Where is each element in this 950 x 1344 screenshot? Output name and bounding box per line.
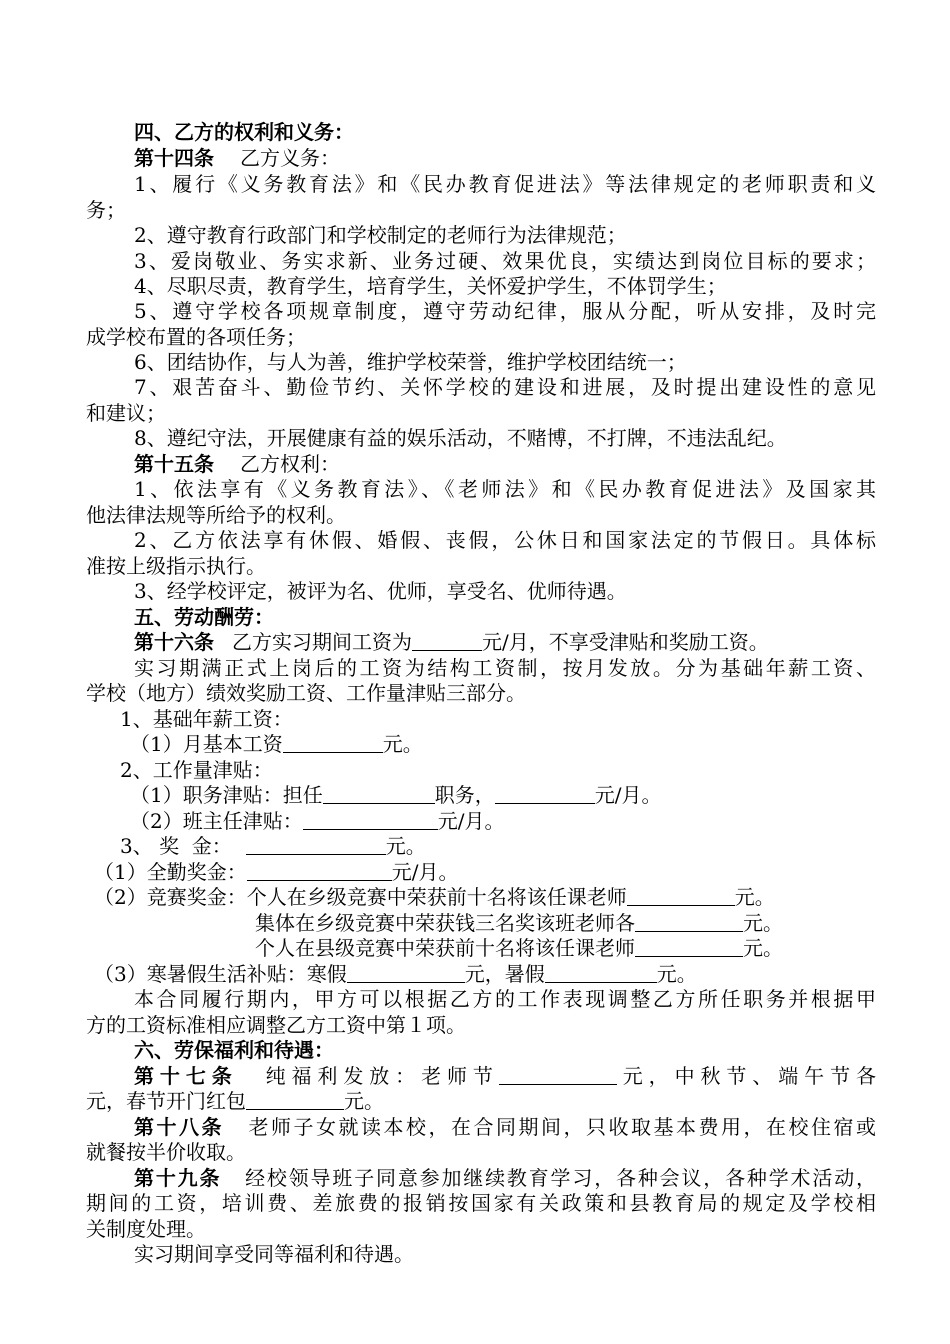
section-heading-rights-duties: 四、乙方的权利和义务： bbox=[134, 120, 354, 144]
duty-line: 成学校布置的各项任务； bbox=[86, 325, 306, 349]
bonus-heading: 3、 奖 金： 元。 bbox=[120, 834, 426, 858]
head-teacher-allowance: （2）班主任津贴： 元/月。 bbox=[130, 809, 505, 833]
position-allowance: （1）职务津贴：担任 职务， 元/月。 bbox=[130, 783, 662, 807]
attendance-bonus-blank bbox=[247, 860, 392, 881]
winter-allowance-blank bbox=[347, 962, 465, 983]
attendance-bonus: （1）全勤奖金： 元/月。 bbox=[94, 860, 459, 884]
workload-allowance-heading: 2、工作量津贴： bbox=[120, 758, 273, 782]
duty-line: 8、遵纪守法，开展健康有益的娱乐活动，不赌博，不打牌，不违法乱纪。 bbox=[134, 426, 787, 450]
duty-line: 2、遵守教育行政部门和学校制定的老师行为法律规范； bbox=[134, 223, 627, 247]
section-heading-compensation: 五、劳动酬劳： bbox=[134, 605, 274, 629]
article-17-title: 第十七条 bbox=[134, 1064, 238, 1088]
article-15: 第十五条 乙方权利： bbox=[134, 452, 340, 476]
right-line: 3、经学校评定，被评为名、优师，享受名、优师待遇。 bbox=[134, 579, 627, 603]
article-19-title: 第十九条 bbox=[134, 1166, 222, 1190]
article-14: 第十四条 乙方义务： bbox=[134, 146, 340, 170]
closing-line: 实习期间享受同等福利和待遇。 bbox=[134, 1242, 414, 1266]
article-19: 第十九条 经校领导班子同意参加继续教育学习，各种会议，各种学术活动， bbox=[134, 1166, 877, 1190]
duty-line: 5、遵守学校各项规章制度，遵守劳动纪律，服从分配，听从安排，及时完 bbox=[134, 299, 876, 323]
competition-blank-1 bbox=[627, 885, 735, 906]
spring-festival-blank bbox=[246, 1089, 344, 1110]
right-line: 2、乙方依法享有休假、婚假、丧假，公休日和国家法定的节假日。具体标 bbox=[134, 528, 876, 552]
competition-bonus-line: 个人在县级竞赛中荣获前十名将该任课老师 元。 bbox=[255, 936, 783, 960]
holiday-allowance: （3）寒暑假生活补贴：寒假 元，暑假 元。 bbox=[94, 962, 697, 986]
article-17: 第十七条 纯福利发放：老师节 元，中秋节、端午节各 bbox=[134, 1064, 877, 1088]
article-19-line3: 关制度处理。 bbox=[86, 1217, 206, 1241]
duty-line: 4、尽职尽责，教育学生，培育学生，关怀爱护学生，不体罚学生； bbox=[134, 274, 727, 298]
duty-line: 务； bbox=[86, 198, 126, 222]
position-blank bbox=[323, 783, 435, 804]
base-salary-heading: 1、基础年薪工资： bbox=[120, 707, 293, 731]
right-line: 他法律法规等所给予的权利。 bbox=[86, 503, 346, 527]
monthly-base-salary: （1）月基本工资 元。 bbox=[130, 732, 423, 756]
salary-structure-line: 学校（地方）绩效奖励工资、工作量津贴三部分。 bbox=[86, 681, 526, 705]
summer-allowance-blank bbox=[545, 962, 657, 983]
duty-line: 3、爱岗敬业、务实求新、业务过硬、效果优良，实绩达到岗位目标的要求； bbox=[134, 249, 876, 273]
section-heading-welfare: 六、劳保福利和待遇： bbox=[134, 1038, 334, 1062]
monthly-base-blank bbox=[283, 732, 383, 753]
article-17-line2: 元，春节开门红包 元。 bbox=[86, 1089, 384, 1113]
right-line: 准按上级指示执行。 bbox=[86, 554, 266, 578]
adjustment-line: 本合同履行期内，甲方可以根据乙方的工作表现调整乙方所任职务并根据甲 bbox=[134, 987, 876, 1011]
duty-line: 6、团结协作，与人为善，维护学校荣誉，维护学校团结统一； bbox=[134, 350, 687, 374]
article-18: 第十八条 老师子女就读本校，在合同期间，只收取基本费用，在校住宿或 bbox=[134, 1115, 876, 1139]
bonus-blank bbox=[246, 834, 386, 855]
right-line: 1、依法享有《义务教育法》、《老师法》和《民办教育促进法》及国家其 bbox=[134, 477, 876, 501]
article-16: 第十六条 乙方实习期间工资为 元/月，不享受津贴和奖励工资。 bbox=[134, 630, 769, 654]
article-18-title: 第十八条 bbox=[134, 1115, 224, 1139]
competition-blank-2 bbox=[635, 911, 743, 932]
article-16-title: 第十六条 bbox=[134, 630, 214, 654]
position-amount-blank bbox=[495, 783, 595, 804]
duty-line: 7、艰苦奋斗、勤俭节约、关怀学校的建设和进展，及时提出建设性的意见 bbox=[134, 375, 876, 399]
adjustment-line: 方的工资标准相应调整乙方工资中第１项。 bbox=[86, 1013, 466, 1037]
article-19-line2: 期间的工资，培训费、差旅费的报销按国家有关政策和县教育局的规定及学校相 bbox=[86, 1191, 876, 1215]
salary-structure-line: 实习期满正式上岗后的工资为结构工资制，按月发放。分为基础年薪工资、 bbox=[134, 656, 876, 680]
article-14-title: 第十四条 bbox=[134, 146, 214, 170]
competition-blank-3 bbox=[635, 936, 743, 957]
article-15-title: 第十五条 bbox=[134, 452, 214, 476]
competition-bonus: （2）竞赛奖金：个人在乡级竞赛中荣获前十名将该任课老师 元。 bbox=[94, 885, 775, 909]
trial-salary-blank bbox=[412, 630, 482, 651]
article-18-line2: 就餐按半价收取。 bbox=[86, 1140, 246, 1164]
teachers-day-blank bbox=[499, 1064, 617, 1085]
duty-line: 和建议； bbox=[86, 401, 166, 425]
competition-bonus-line: 集体在乡级竞赛中荣获钱三名奖该班老师各 元。 bbox=[255, 911, 783, 935]
duty-line: 1、履行《义务教育法》和《民办教育促进法》等法律规定的老师职责和义 bbox=[134, 172, 876, 196]
head-teacher-blank bbox=[303, 809, 438, 830]
